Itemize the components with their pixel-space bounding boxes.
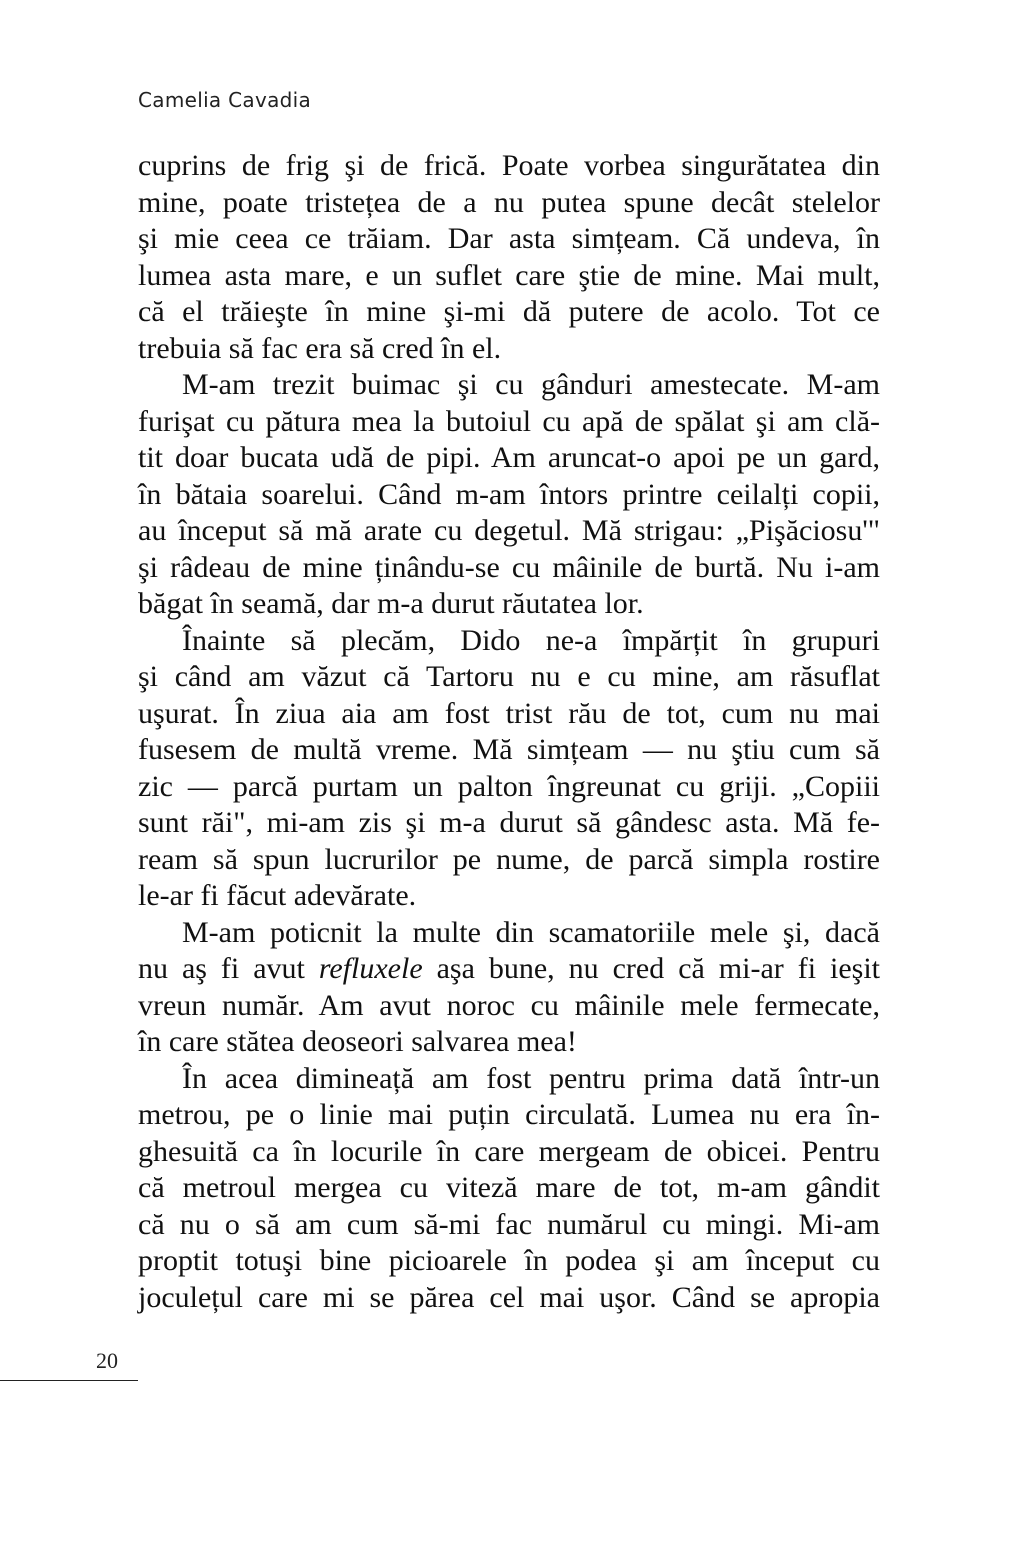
text-line: M-am trezit buimac şi cu gânduri amestecate. M-am [182,368,880,401]
text-line: în care stătea deoseori salvarea mea! [138,1025,577,1058]
italic-word: refluxele [318,952,423,985]
text-line: joculețul care mi se părea cel mai uşor. Când se apropia [138,1280,880,1314]
text-line: nu aş fi avut refluxele aşa bune, nu cred că mi-ar fi ieşit [138,952,880,985]
text-line: vreun număr. Am avut noroc cu mâinile mele fermecate, [138,988,880,1022]
text-line: proptit totuşi bine picioarele în podea şi am început cu [138,1244,880,1277]
text-line: sunt răi", mi-am zis şi m-a durut să gândesc asta. Mă fe- [138,806,880,839]
text-line: ream să spun lucrurilor pe nume, de parcă simpla rostire [138,842,880,876]
text-line: trebuia să fac era să cred în el. [138,331,502,365]
running-head: Camelia Cavadia [138,88,312,112]
text-line: furişat cu pătura mea la butoiul cu apă de spălat şi am clă- [138,404,880,438]
text-line: uşurat. În ziua aia am fost trist rău de tot, cum nu mai [138,696,880,730]
text-line: în bătaia soarelui. Când m-am întors printre ceilalți copii, [138,477,880,511]
text-line: au început să mă arate cu degetul. Mă strigau: „Pişăciosu'" [138,514,880,547]
text-line: şi râdeau de mine ținându-se cu mâinile de burtă. Nu i-am [138,550,880,584]
page-number: 20 [96,1348,118,1373]
text-line: că nu o să am cum să-mi fac numărul cu mingi. Mi-am [138,1207,880,1241]
text-line: băgat în seamă, dar m-a durut răutatea lor. [138,587,644,620]
text-line: fusesem de multă vreme. Mă simțeam — nu ştiu cum să [138,733,880,766]
footer-rule [0,1380,138,1381]
text-line: că el trăieşte în mine şi-mi dă putere de acolo. Tot ce [138,295,880,328]
text-line: zic — parcă purtam un palton îngreunat cu griji. „Copiii [138,769,880,803]
text-line: mine, poate tristețea de a nu putea spune decât stelelor [138,185,880,219]
text-line: şi mie ceea ce trăiam. Dar asta simțeam. Că undeva, în [138,222,880,255]
text-line: lumea asta mare, e un suflet care ştie de mine. Mai mult, [138,258,880,292]
text-line: cuprins de frig şi de frică. Poate vorbea singurătatea din [138,149,880,182]
text-line: că metroul mergea cu viteză mare de tot, m-am gândit [138,1171,880,1204]
body-text [138,148,880,1316]
text-line: metrou, pe o linie mai puțin circulată. Lumea nu era în- [138,1098,880,1131]
text-line: şi când am văzut că Tartoru nu e cu mine, am răsuflat [138,660,880,693]
text-line: Înainte să plecăm, Dido ne-a împărțit în grupuri [182,623,880,657]
text-line: le-ar fi făcut adevărate. [138,879,417,912]
text-line: În acea dimineață am fost pentru prima dată într-un [182,1061,880,1095]
text-line: tit doar bucata udă de pipi. Am aruncat-o apoi pe un gard, [138,441,880,474]
text-line: ghesuită ca în locurile în care mergeam de obicei. Pentru [138,1134,880,1168]
text-line: M-am poticnit la multe din scamatoriile mele şi, dacă [182,915,880,949]
